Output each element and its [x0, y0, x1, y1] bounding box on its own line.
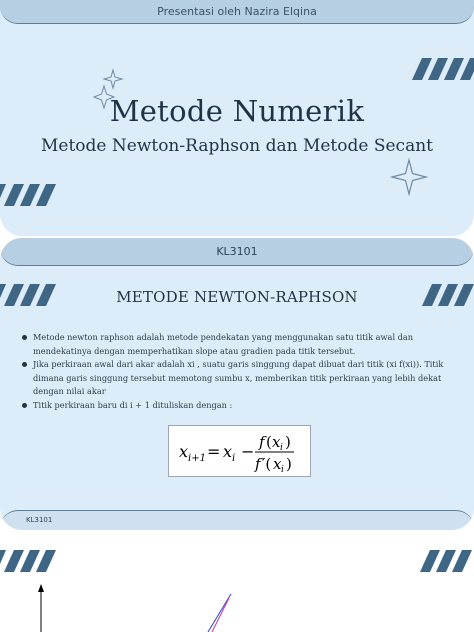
svg-text:−: − — [241, 442, 255, 461]
presenter-bar: Presentasi oleh Nazira Elqina — [0, 0, 474, 24]
svg-text:i: i — [232, 453, 236, 464]
svg-text:x: x — [223, 442, 233, 461]
svg-text:i+1: i+1 — [188, 453, 206, 464]
svg-text:x: x — [272, 433, 281, 451]
svg-text:′(: ′( — [262, 455, 272, 473]
formula-box — [168, 425, 311, 477]
newton-raphson-slide — [0, 238, 474, 530]
bullet-list — [22, 331, 454, 412]
newton-raphson-formula — [169, 426, 312, 478]
svg-text:f: f — [259, 433, 265, 451]
page-subtitle: Metode Newton-Raphson dan Metode Secant — [41, 136, 433, 156]
list-item: Titik perkiraan baru di i + 1 dituliskan dengan : — [22, 399, 454, 413]
stripe-decoration-right — [420, 550, 474, 572]
y-axis-arrow-icon — [38, 584, 44, 592]
svg-text:=: = — [207, 442, 221, 461]
section-heading: METODE NEWTON-RAPHSON — [116, 288, 358, 306]
stripe-decoration-left — [0, 550, 64, 572]
graph-preview — [0, 576, 474, 632]
svg-text:(: ( — [266, 433, 272, 451]
title-slide — [0, 0, 474, 236]
course-code-bar: KL3101 — [0, 238, 474, 266]
stripe-decoration-top-right — [412, 58, 474, 80]
svg-text:i: i — [280, 443, 283, 453]
svg-text:i: i — [281, 465, 284, 475]
list-item: Jika perkiraan awal dari akar adalah xi , suatu garis singgung dapat dibuat dari titik (xi f(xi)). Titik dimana garis singgung tersebut memotong sumbu x, memberikan titik perkiraan yang lebih dekat dengan nilai akar — [22, 358, 454, 399]
svg-text:f: f — [255, 455, 261, 473]
page-title: Metode Numerik — [109, 94, 365, 128]
slide-footer: KL3101 — [0, 510, 474, 530]
svg-text:): ) — [286, 455, 292, 473]
svg-text:x: x — [179, 442, 189, 461]
svg-text:x: x — [273, 455, 282, 473]
stripe-decoration-left — [0, 184, 64, 206]
graph-slide-partial — [0, 536, 474, 632]
sparkle-icon-large — [390, 158, 428, 196]
svg-text:): ) — [285, 433, 291, 451]
list-item: Metode newton raphson adalah metode pendekatan yang menggunakan satu titik awal dan mendekatinya dengan memperhatikan slope atau gradien pada titik tersebut. — [22, 331, 454, 358]
